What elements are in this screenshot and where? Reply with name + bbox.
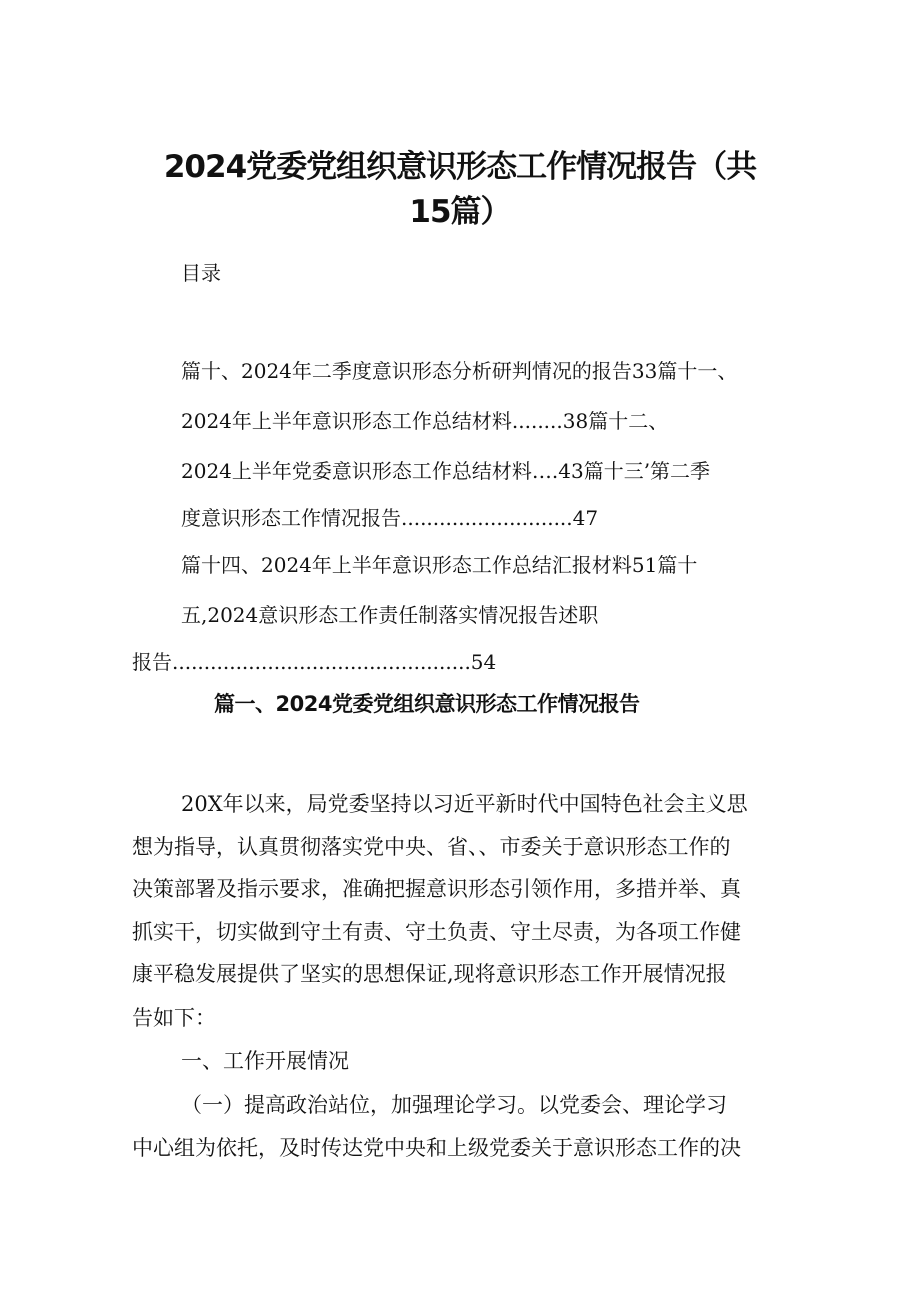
body-text-line: 20X年以来，局党委坚持以习近平新时代中国特色社会主义思 [181, 792, 748, 816]
body-text-line: 告如下： [132, 1006, 216, 1030]
document-title-line-1: 2024党委党组织意识形态工作情况报告（共 [163, 149, 757, 185]
document-title-line-2: 15篇） [409, 194, 511, 230]
body-text-line: 想为指导，认真贯彻落实党中央、省、、市委关于意识形态工作的 [132, 835, 731, 859]
section-heading: 一、工作开展情况 [181, 1049, 349, 1073]
body-text-line: 决策部署及指示要求，准确把握意识形态引领作用，多措并举、真 [132, 877, 741, 901]
body-text-line: 中心组为依托，及时传达党中央和上级党委关于意识形态工作的决 [132, 1136, 741, 1160]
body-text-line: 抓实干，切实做到守土有责、守土负责、守土尽责，为各项工作健 [132, 920, 741, 944]
body-text-line: （一）提高政治站位，加强理论学习。以党委会、理论学习 [181, 1093, 727, 1117]
section-title: 篇一、2024党委党组织意识形态工作情况报告 [214, 692, 640, 716]
body-text-line: 康平稳发展提供了坚实的思想保证,现将意识形态工作开展情况报 [132, 962, 727, 986]
toc-line: 篇十四、2024年上半年意识形态工作总结汇报材料51篇十 [181, 553, 698, 577]
toc-line: 报告...............................................54 [132, 650, 497, 674]
toc-line: 五,2024意识形态工作责任制落实情况报告述职 [181, 603, 599, 627]
toc-line: 度意识形态工作情况报告...........................47 [181, 506, 599, 530]
toc-line: 2024上半年党委意识形态工作总结材料….43篇十三’第二季 [181, 459, 711, 483]
toc-heading: 目录 [181, 261, 221, 285]
toc-line: 篇十、2024年二季度意识形态分析研判情况的报告33篇十一、 [181, 359, 738, 383]
toc-line: 2024年上半年意识形态工作总结材料........38篇十二、 [181, 409, 669, 433]
